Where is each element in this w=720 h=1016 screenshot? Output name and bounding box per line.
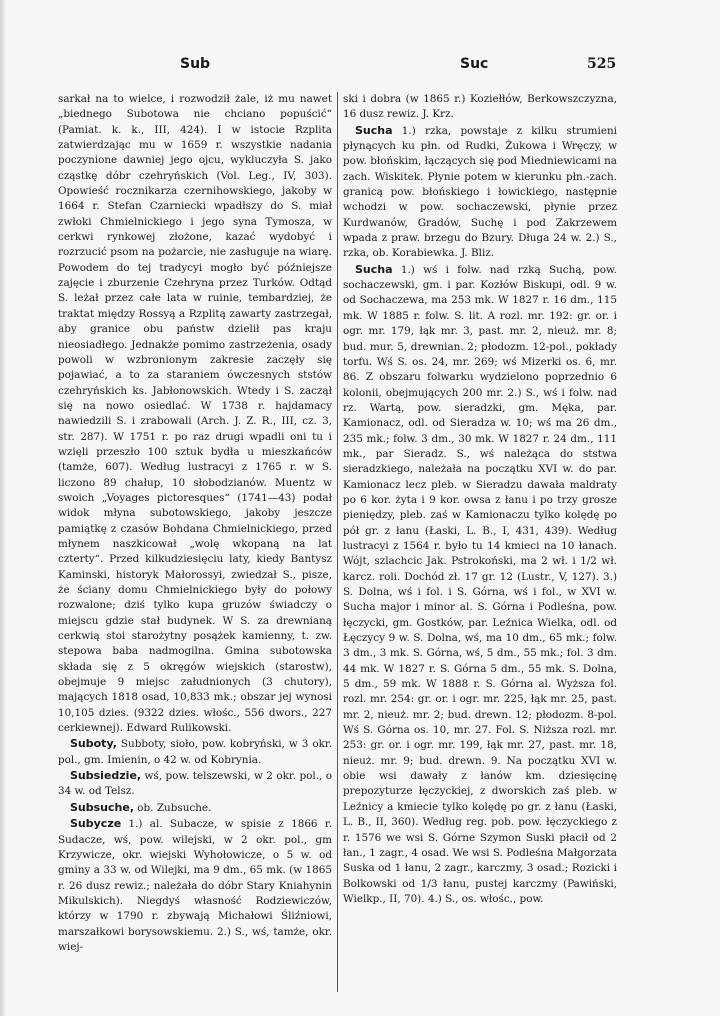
- running-head-left: Sub: [180, 56, 211, 72]
- entry-text: ob. Zubsuche.: [134, 801, 212, 814]
- dictionary-entry: [58, 736, 332, 768]
- entry-headword: Subycze: [70, 817, 122, 831]
- entry-text: ski i dobra (w 1865 r.) Koziełłów, Berkowszczyzna, 16 dusz rewiz. J. Krz.: [343, 93, 617, 121]
- entry-headword: Suboty,: [70, 737, 117, 751]
- entry-text: wś, pow. telszewski, w 2 okr. pol., o 34 w. od Telsz.: [58, 770, 332, 798]
- dictionary-entry: [58, 816, 332, 955]
- running-head: [0, 56, 720, 76]
- scan-shadow: [0, 0, 6, 1016]
- entry-headword: Sucha: [355, 262, 393, 276]
- dictionary-entry: [58, 800, 332, 816]
- entry-text: 1.) rzka, powstaje z kilku strumieni płynących ku płn. od Rudki, Żukowa i Wręczy, w pow. błońskim, łączących się pod Miedniewicami na zach. Wiskitek. Płynie potem w kierunku płn.-zach. granicą pow. błońskiego i łowickiego, następnie wchodzi w pow. sochaczewski, płynie przez Kurdwanów, Gradów, Suchę i pod Zakrzewem wpada z praw. brzegu do Bzury. Długa 24 w. 2.) S., rzka, ob. Korabiewka. J. Bliz.: [343, 124, 617, 260]
- entry-headword: Sucha: [355, 123, 393, 137]
- entry-text: 1.) al. Subacze, w spisie z 1866 r. Sudacze, wś, pow. wilejski, w 2 okr. pol., gm Krzywicze, okr. wiejski Wyhołowicze, o 5 w. od gminy a 33 w. od Wilejki, ma 9 dm., 65 mk. (w 1865 r. 26 dusz rewiz.; należała do dóbr Stary Kniahynin Mikulskich). Niegdyś własność Rodziewiczów, którzy w 1790 r. zbywają Michałowi Śliźniowi, marszałkowi borysowskiemu. 2.) S., wś, tamże, okr. wiej-: [58, 818, 332, 953]
- dictionary-entry: [343, 262, 617, 907]
- page-number: 525: [587, 56, 617, 72]
- left-column: [58, 92, 332, 1002]
- entry-headword: Subsuche,: [70, 800, 134, 814]
- right-column: [343, 92, 617, 1002]
- running-head-center: Suc: [460, 56, 489, 72]
- entry-headword: Subsiedzie,: [70, 769, 142, 783]
- column-divider: [337, 92, 338, 992]
- dictionary-entry: [58, 768, 332, 800]
- entry-text: 1.) wś i folw. nad rzką Suchą, pow. sochaczewski, gm. i par. Kozłów Biskupi, odl. 9 w. od Sochaczewa, ma 253 mk. W 1827 r. 16 dm., 115 mk. W 1885 r. folw. S. lit. A rozl. mr. 192: gr. or. i ogr. mr. 179, łąk mr. 3, past. mr. 2, nieuż. mr. 8; bud. mur. 5, drewnian. 2; płodozm. 12-pol., pokłady torfu. Wś S. os. 24, mr. 269; wś Mizerki os. 6, mr. 86. Z obszaru folwarku wydzielono poprzednio 6 kolonii, obejmujących 200 mr. 2.) S., wś i folw. nad rz. Wartą, pow. sieradzki, gm. Męka, par. Kamionacz, odl. od Sieradza w. 10; wś ma 26 dm., 235 mk.; folw. 3 dm., 30 mk. W 1827 r. 24 dm., 111 mk., par Sieradz. S., wś należąca do ststwa sieradzkiego, należała na początku XVI w. do par. Kamionacz lecz pleb. w Sieradzu dawała maldraty po 6 kor. żyta i 9 kor. owsa z łanu i po trzy grosze pieniędzy, pleb. zaś w Kamionaczu tylko kolędę po pół gr. z łanu (Łaski, L. B., I, 431, 439). Według lustracyi z 1564 r. było tu 14 kmieci na 10 łanach. Wójt, szlachcic Jak. Pstrokoński, ma 2 wł. i 1/2 wł. karcz. roli. Dochód zł. 17 gr. 12 (Lustr., V, 127). 3.) S. Dolna, wś i fol. i S. Górna, wś i fol., w XVI w. Sucha major i minor al. S. Górna i Podleśna, pow. łęczycki, gm. Gostków, par. Leźnica Wielka, odl. od Łęczycy 9 w. S. Dolna, wś, ma 10 dm., 65 mk.; folw. 3 dm., 3 mk. S. Górna, wś, 5 dm., 55 mk.; fol. 3 dm. 44 mk. W 1827 r. S. Górna 5 dm., 55 mk. S. Dolna, 5 dm., 59 mk. W 1888 r. S. Górna al. Wyższa fol. rozl. mr. 254: gr. or. i ogr. mr. 225, łąk mr. 25, past. mr. 2, nieuż. mr. 2; bud. drewn. 12; płodozm. 8-pol. Wś S. Górna os. 10, mr. 27. Fol. S. Niższa rozl. mr. 253: gr. or. i ogr. mr. 199, łąk mr. 27, past. mr. 18, nieuż. mr. 9; bud. drewn. 9. Na początku XVI w. obie wsi dawały z łanów km. dziesięcinę prepozyturze łęczyckiej, z dworskich zaś pleb. w Leźnicy a kmiecie tylko kolędę po gr. z łanu (Łaski, L. B., II, 360). Według reg. pob. pow. łęczyckiego z r. 1576 we wsi S. Górne Szymon Suski płacił od 2 łan., 1 zagr., 4 osad. We wsi S. Podleśna Małgorzata Suska od 1 łanu, 2 zagr., karczmy, 3 osad.; Rozicki i Bolkowski od 1/3 łanu, pustej karczmy (Pawiński, Wielkp., II, 70). 4.) S., os. włośc., pow.: [343, 263, 617, 905]
- entry-text: sarkał na to wielce, i rozwodził żale, iż mu nawet „biednego Subotowa nie chciano popuścić“ (Pamiat. k. k., III, 424). I w istocie Rzplita zatwierdzając mu w 1659 r. wszystkie nadania poczynione dawniej jego ojcu, wykluczyła S. jako cząstkę dóbr czehryńskich (Vol. Leg., IV, 303). Opowieść rocznikarza czernihowskiego, jakoby w 1664 r. Stefan Czarniecki wpadłszy do S. miał zwłoki Chmielnickiego i jego syna Tymosza, w cerkwi rynkowej złożone, kazać wydobyć i rozrzucić psom na pożarcie, nie zasługuje na wiarę. Powodem do tej tradycyi mogło być późniejsze zajęcie i zburzenie Czehryna przez Turków. Odtąd S. leżał przez całe lata w ruinie, tembardziej, że traktat między Rossyą a Rzplitą zawarty zastrzegał, aby granice obu państw dzielił pas kraju nieosiadłego. Jednakże pomimo zastrzeżenia, osady powoli w wzbronionym zakresie zaczęły się pojawiać, a to za staraniem ówczesnych ststów czehryńskich ks. Jabłonowskich. Wtedy i S. zaczął się na nowo osiedlać. W 1738 r. hajdamacy nawiedzili S. i zrabowali (Arch. J. Z. R., III, cz. 3, str. 287). W 1751 r. po raz drugi wpadli oni tu i wzięli przeszło 100 sztuk bydła u mieszkańców (tamże, 607). Według lustracyi z 1765 r. w S. liczono 89 chałup, 10 słobodzianów. Muentz w swoich „Voyages pictoresques“ (1741—43) podał widok młyna subotowskiego, jakoby jeszcze pamiątkę z czasów Bohdana Chmielnickiego, przed młynem naszkicował „wolę wkopaną na lat czterty“. Przed kilkudziesięciu laty, kiedy Bantysz Kaminski, historyk Małorossyi, zwiedzał S., pisze, że ściany domu Chmielnickiego były do połowy rozwalone; dziś tylko kupa gruzów świadczy o miejscu gdzie stał budynek. W S. za drewnianą cerkwią stoi starożytny posążek kamienny, t. zw. stepowa baba nadmogilna. Gmina subotowska składa się z 5 okręgów wiejskich (starostw), obejmuje 9 miejsc załudnionych (3 chutory), mających 1818 osad, 10,833 mk.; obszar jej wynosi 10,105 dzies. (9322 dzies. włośc., 556 dwors., 227 cerkiewnej). Edward Rulikowski.: [58, 93, 332, 735]
- dictionary-entry: [343, 92, 617, 123]
- dictionary-entry: [343, 123, 617, 262]
- entry-text: Subboty, sioło, pow. kobryński, w 3 okr. pol., gm. Imienin, o 42 w. od Kobrynia.: [58, 738, 332, 766]
- dictionary-entry: [58, 92, 332, 736]
